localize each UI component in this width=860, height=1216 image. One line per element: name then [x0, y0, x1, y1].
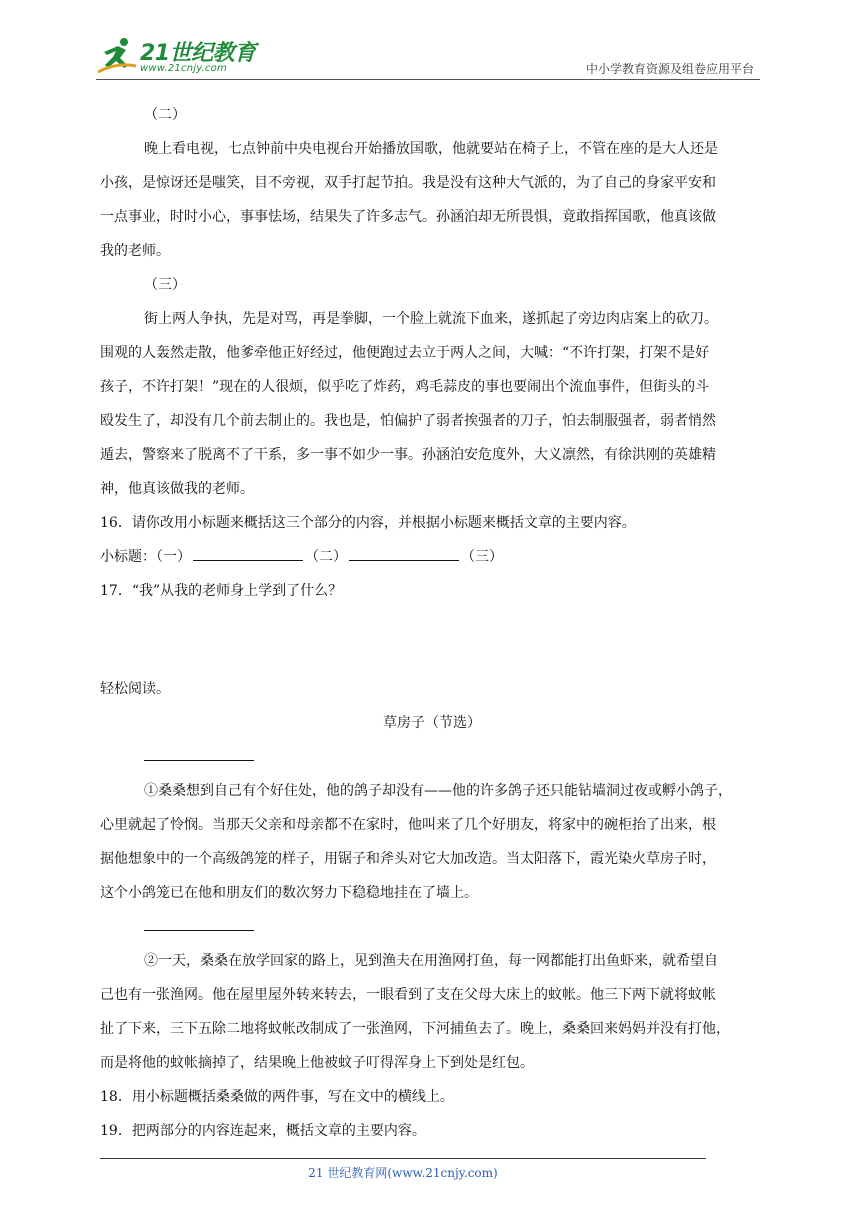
section-heading-2: （二）: [144, 107, 186, 123]
paragraph-line: 围观的人轰然走散，他爹牵他正好经过，他便跑过去立于两人之间，大喊：“不许打架，打架不是好: [100, 345, 710, 361]
header-divider: [96, 79, 760, 80]
paragraph-line: 而是将他的蚊帐摘掉了，结果晚上他被蚊子叮得浑身上下到处是红包。: [100, 1055, 534, 1071]
paragraph-line: 己也有一张渔网。他在屋里屋外转来转去，一眼看到了支在父母大床上的蚊帐。他三下两下就将蚊帐: [100, 987, 716, 1003]
subtitle-label: （三）: [461, 549, 503, 565]
question-16-answer: [100, 540, 764, 574]
question-18: 18．用小标题概括桑桑做的两件事，写在文中的横线上。: [100, 1089, 454, 1105]
title-blank-1[interactable]: [144, 740, 254, 761]
site-logo: [96, 34, 266, 80]
paragraph-line: 小孩，是惊讶还是嗤笑，目不旁视，双手打起节拍。我是没有这种大气派的，为了自己的身家平安和: [100, 175, 716, 191]
paragraph-line: 孩子，不许打架！”现在的人很烦，似乎吃了炸药，鸡毛蒜皮的事也要闹出个流血事件，但街头的斗: [100, 379, 710, 395]
footer-divider: [100, 1158, 706, 1159]
brand-name: 21世纪教育: [140, 41, 256, 66]
answer-space: [100, 608, 764, 672]
question-17: 17．“我”从我的老师身上学到了什么？: [100, 583, 343, 599]
question-19: 19．把两部分的内容连起来，概括文章的主要内容。: [100, 1123, 426, 1139]
brand-url: www.21cnjy.com: [140, 63, 227, 74]
paragraph-line: 神，他真该做我的老师。: [100, 481, 254, 497]
paragraph-line: ①桑桑想到自己有个好住处，他的鸽子却没有——他的许多鸽子还只能钻墙洞过夜或孵小鸽子，: [144, 783, 732, 799]
subtitle-label: （二）: [305, 549, 347, 565]
paragraph-line: 殴发生了，却没有几个前去制止的。我也是，怕偏护了弱者挨强者的刀子，怕去制服强者，弱者悄然: [100, 413, 716, 429]
question-16: 16．请你改用小标题来概括这三个部分的内容，并根据小标题来概括文章的主要内容。: [100, 515, 636, 531]
answer-blank-2[interactable]: [349, 544, 459, 561]
page-header: [96, 34, 760, 80]
title-blank-2-row: [100, 910, 764, 944]
section-heading-3: （三）: [144, 277, 186, 293]
paragraph-line: 遁去，警察来了脱离不了干系，多一事不如少一事。孙涵泊安危度外，大义凛然，有徐洪刚的英雄精: [100, 447, 716, 463]
answer-blank-1[interactable]: [193, 544, 303, 561]
title-blank-1-row: [100, 740, 764, 774]
reading-intro: 轻松阅读。: [100, 681, 170, 697]
paragraph-line: 扯了下来，三下五除二地将蚊帐改制成了一张渔网，下河捕鱼去了。晚上，桑桑回来妈妈并没有打他，: [100, 1021, 730, 1037]
footer-link[interactable]: 21 世纪教育网(www.21cnjy.com): [308, 1166, 498, 1180]
paragraph-line: 街上两人争执，先是对骂，再是拳脚，一个脸上就流下血来，遂抓起了旁边肉店案上的砍刀。: [144, 311, 718, 327]
paragraph-line: 晚上看电视，七点钟前中央电视台开始播放国歌，他就要站在椅子上，不管在座的是大人还是: [144, 141, 718, 157]
paragraph-line: ②一天，桑桑在放学回家的路上，见到渔夫在用渔网打鱼，每一网都能打出鱼虾来，就希望自: [144, 953, 718, 969]
paragraph-line: 一点事业，时时小心，事事怯场，结果失了许多志气。孙涵泊却无所畏惧，竟敢指挥国歌，他真该做: [100, 209, 716, 225]
document-body: [100, 98, 764, 1148]
paragraph-line: 我的老师。: [100, 243, 170, 259]
platform-label: 中小学教育资源及组卷应用平台: [585, 62, 754, 76]
reading-title: 草房子（节选）: [383, 715, 481, 731]
title-blank-2[interactable]: [144, 910, 254, 931]
paragraph-line: 心里就起了怜悯。当那天父亲和母亲都不在家时，他叫来了几个好朋友，将家中的碗柜抬了出来，根: [100, 817, 716, 833]
runner-logo-icon: [96, 36, 138, 76]
subtitle-label: 小标题：（一）: [100, 549, 191, 565]
paragraph-line: 据他想象中的一个高级鸽笼的样子，用锯子和斧头对它大加改造。当太阳落下，霞光染火草房子时，: [100, 851, 716, 867]
paragraph-line: 这个小鸽笼已在他和朋友们的数次努力下稳稳地挂在了墙上。: [100, 885, 478, 901]
